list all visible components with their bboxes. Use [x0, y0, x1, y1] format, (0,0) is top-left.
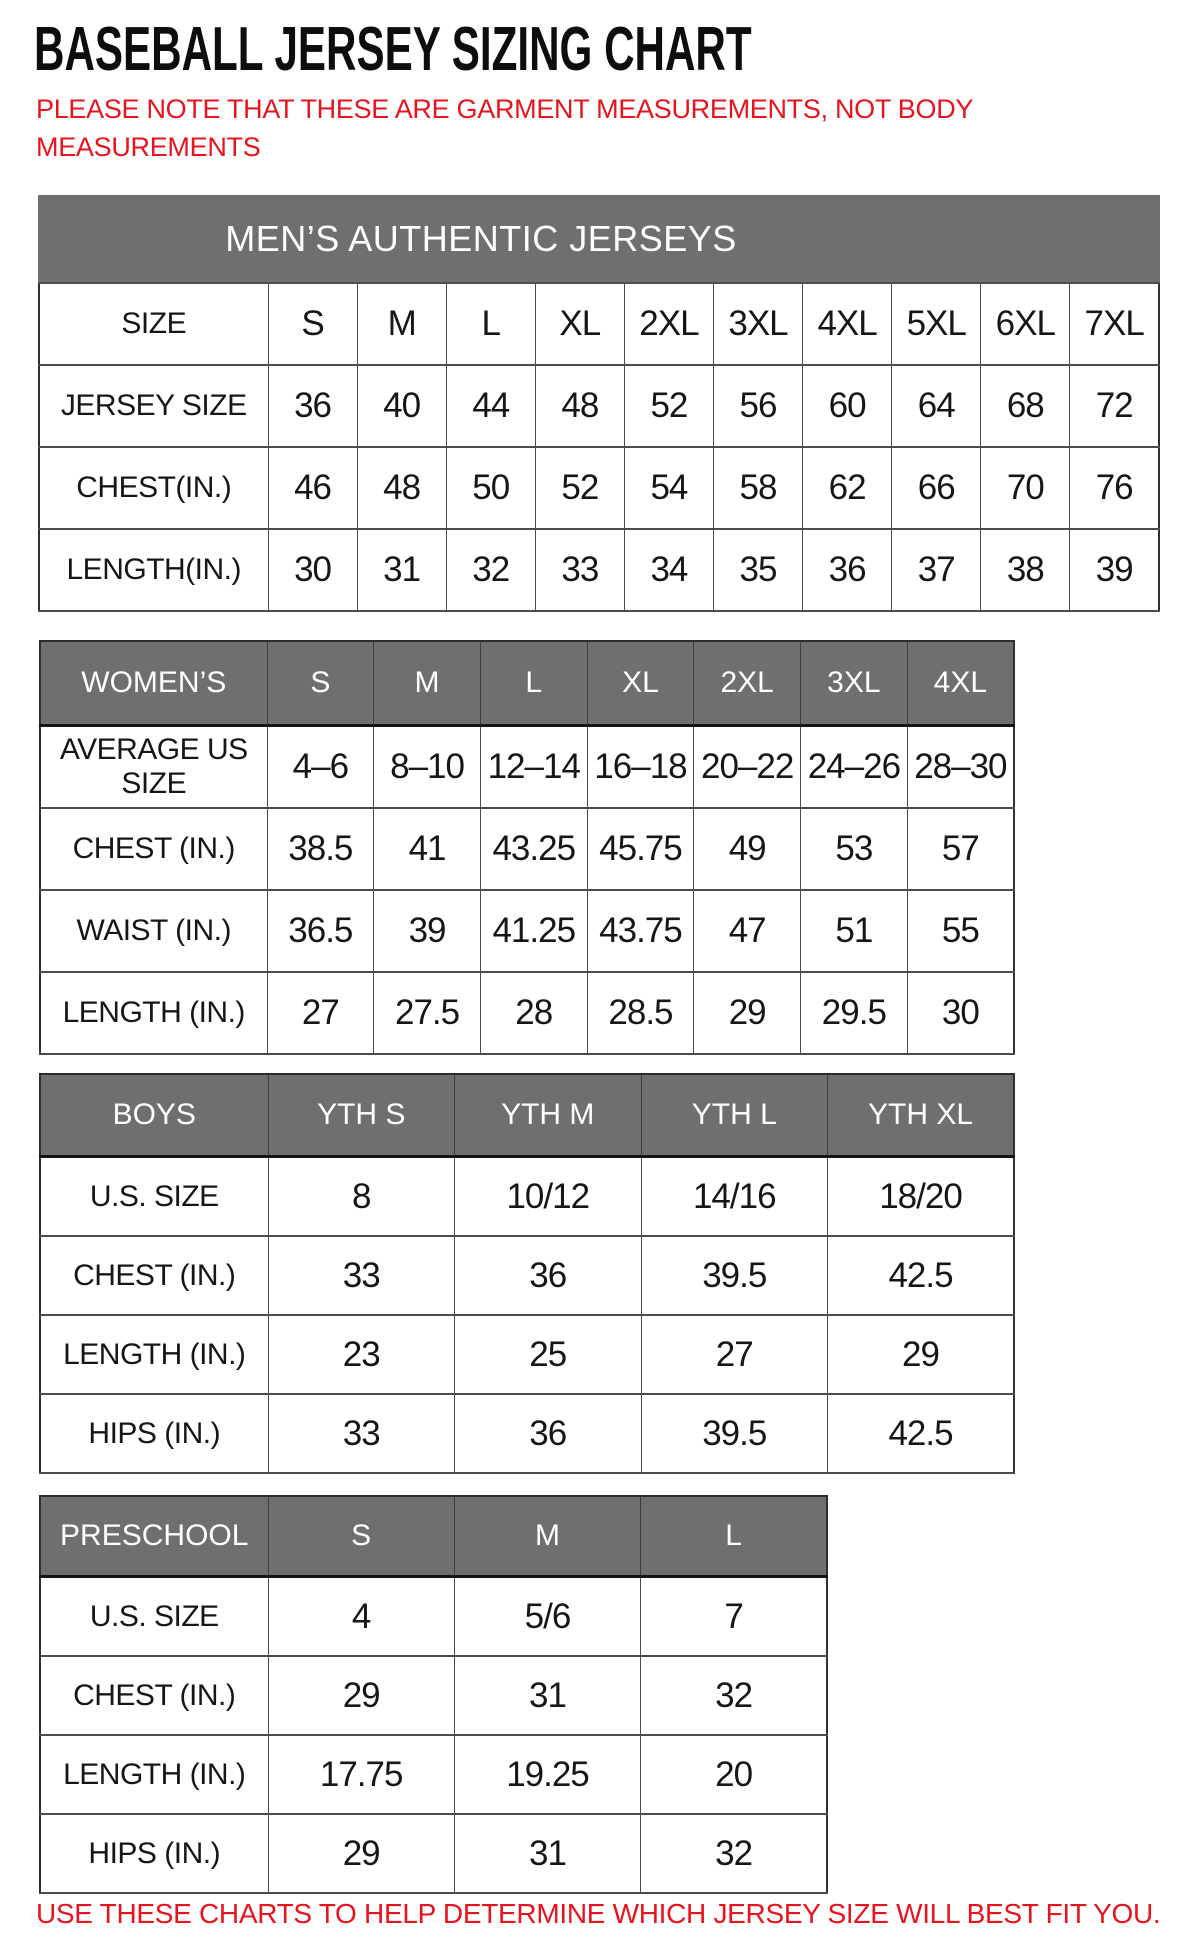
mens-table-banner: [38, 195, 1160, 282]
value-cell: 39: [1070, 529, 1159, 611]
column-header: M: [454, 1496, 640, 1577]
value-cell: 2XL: [624, 283, 713, 365]
row-label: CHEST (IN.): [40, 1656, 268, 1735]
value-cell: 48: [535, 365, 624, 447]
row-label: CHEST (IN.): [40, 808, 267, 890]
table-row: [40, 1315, 1014, 1394]
row-label: WAIST (IN.): [40, 890, 267, 972]
table-row: [40, 1735, 827, 1814]
table-row: [40, 1394, 1014, 1473]
value-cell: 28: [480, 972, 587, 1054]
value-cell: 27.5: [374, 972, 481, 1054]
value-cell: 38.5: [267, 808, 374, 890]
value-cell: 39.5: [641, 1236, 828, 1315]
value-cell: 35: [713, 529, 802, 611]
value-cell: 52: [535, 447, 624, 529]
row-label: AVERAGE US SIZE: [40, 726, 267, 809]
value-cell: 20–22: [694, 726, 801, 809]
value-cell: 32: [641, 1656, 827, 1735]
preschool-table-title: PRESCHOOL: [40, 1496, 268, 1577]
value-cell: 4: [268, 1577, 454, 1657]
boys-header-row: [40, 1074, 1014, 1157]
table-row: [39, 529, 1159, 611]
value-cell: 19.25: [454, 1735, 640, 1814]
column-header: YTH S: [268, 1074, 455, 1157]
value-cell: 33: [268, 1394, 455, 1473]
value-cell: 54: [624, 447, 713, 529]
value-cell: 30: [268, 529, 357, 611]
value-cell: 18/20: [828, 1157, 1015, 1237]
value-cell: 20: [641, 1735, 827, 1814]
value-cell: 32: [446, 529, 535, 611]
value-cell: 10/12: [455, 1157, 642, 1237]
boys-table-title: BOYS: [40, 1074, 268, 1157]
value-cell: 33: [535, 529, 624, 611]
table-row: [39, 365, 1159, 447]
value-cell: 57: [907, 808, 1014, 890]
column-header: YTH L: [641, 1074, 828, 1157]
value-cell: 36: [455, 1236, 642, 1315]
value-cell: 4XL: [803, 283, 892, 365]
table-row: [40, 1814, 827, 1893]
column-header: 4XL: [907, 641, 1014, 726]
womens-table-title: WOMEN’S: [40, 641, 267, 726]
value-cell: 47: [694, 890, 801, 972]
value-cell: 56: [713, 365, 802, 447]
value-cell: 62: [803, 447, 892, 529]
value-cell: 29: [268, 1656, 454, 1735]
value-cell: 28.5: [587, 972, 694, 1054]
value-cell: S: [268, 283, 357, 365]
value-cell: 24–26: [801, 726, 908, 809]
value-cell: 48: [357, 447, 446, 529]
table-row: [40, 1577, 827, 1657]
row-label: CHEST (IN.): [40, 1236, 268, 1315]
value-cell: 27: [267, 972, 374, 1054]
value-cell: 41.25: [480, 890, 587, 972]
value-cell: 29: [694, 972, 801, 1054]
column-header: YTH M: [455, 1074, 642, 1157]
footer-note: USE THESE CHARTS TO HELP DETERMINE WHICH JERSEY SIZE WILL BEST FIT YOU.: [36, 1898, 1161, 1929]
value-cell: 44: [446, 365, 535, 447]
value-cell: 27: [641, 1315, 828, 1394]
value-cell: 7: [641, 1577, 827, 1657]
value-cell: 34: [624, 529, 713, 611]
column-header: 2XL: [694, 641, 801, 726]
value-cell: 31: [357, 529, 446, 611]
value-cell: L: [446, 283, 535, 365]
page-title-text: BASEBALL JERSEY SIZING CHART: [34, 15, 752, 84]
value-cell: XL: [535, 283, 624, 365]
value-cell: 41: [374, 808, 481, 890]
value-cell: 7XL: [1070, 283, 1159, 365]
value-cell: 64: [892, 365, 981, 447]
column-header: XL: [587, 641, 694, 726]
value-cell: 3XL: [713, 283, 802, 365]
table-row: [39, 283, 1159, 365]
column-header: S: [267, 641, 374, 726]
value-cell: 55: [907, 890, 1014, 972]
value-cell: 39.5: [641, 1394, 828, 1473]
column-header: L: [641, 1496, 827, 1577]
value-cell: 42.5: [828, 1394, 1015, 1473]
value-cell: 53: [801, 808, 908, 890]
value-cell: 51: [801, 890, 908, 972]
row-label: LENGTH (IN.): [40, 1735, 268, 1814]
row-label: LENGTH(IN.): [39, 529, 268, 611]
value-cell: 32: [641, 1814, 827, 1893]
boys-sizing-table: [39, 1073, 1015, 1474]
table-row: [40, 726, 1014, 809]
value-cell: 60: [803, 365, 892, 447]
mens-sizing-table: [38, 282, 1160, 612]
value-cell: 49: [694, 808, 801, 890]
mens-banner-title: MEN’S AUTHENTIC JERSEYS: [225, 217, 737, 259]
value-cell: 31: [454, 1814, 640, 1893]
value-cell: 30: [907, 972, 1014, 1054]
value-cell: 37: [892, 529, 981, 611]
womens-sizing-table: [39, 640, 1015, 1055]
value-cell: 28–30: [907, 726, 1014, 809]
value-cell: 5/6: [454, 1577, 640, 1657]
value-cell: 68: [981, 365, 1070, 447]
table-row: [40, 1656, 827, 1735]
row-label: LENGTH (IN.): [40, 1315, 268, 1394]
value-cell: 25: [455, 1315, 642, 1394]
value-cell: 4–6: [267, 726, 374, 809]
column-header: 3XL: [801, 641, 908, 726]
column-header: S: [268, 1496, 454, 1577]
table-row: [40, 808, 1014, 890]
value-cell: 12–14: [480, 726, 587, 809]
value-cell: 45.75: [587, 808, 694, 890]
value-cell: 40: [357, 365, 446, 447]
note-line-2: MEASUREMENTS: [36, 132, 261, 162]
value-cell: 39: [374, 890, 481, 972]
table-row: [39, 447, 1159, 529]
value-cell: 66: [892, 447, 981, 529]
row-label: LENGTH (IN.): [40, 972, 267, 1054]
column-header: M: [374, 641, 481, 726]
value-cell: 42.5: [828, 1236, 1015, 1315]
value-cell: 14/16: [641, 1157, 828, 1237]
value-cell: 33: [268, 1236, 455, 1315]
note-line-1: PLEASE NOTE THAT THESE ARE GARMENT MEASUREMENTS, NOT BODY: [36, 94, 974, 124]
row-label: U.S. SIZE: [40, 1577, 268, 1657]
value-cell: 70: [981, 447, 1070, 529]
value-cell: 50: [446, 447, 535, 529]
page-title: [34, 14, 1089, 85]
value-cell: 76: [1070, 447, 1159, 529]
table-row: [40, 890, 1014, 972]
value-cell: 6XL: [981, 283, 1070, 365]
value-cell: 36: [803, 529, 892, 611]
preschool-header-row: [40, 1496, 827, 1577]
column-header: YTH XL: [828, 1074, 1015, 1157]
value-cell: 29: [828, 1315, 1015, 1394]
garment-measurement-note: [36, 90, 973, 166]
row-label: JERSEY SIZE: [39, 365, 268, 447]
value-cell: 29.5: [801, 972, 908, 1054]
row-label: SIZE: [39, 283, 268, 365]
value-cell: M: [357, 283, 446, 365]
value-cell: 36: [455, 1394, 642, 1473]
table-row: [40, 1157, 1014, 1237]
value-cell: 36.5: [267, 890, 374, 972]
value-cell: 43.75: [587, 890, 694, 972]
value-cell: 36: [268, 365, 357, 447]
value-cell: 72: [1070, 365, 1159, 447]
value-cell: 46: [268, 447, 357, 529]
value-cell: 8–10: [374, 726, 481, 809]
value-cell: 38: [981, 529, 1070, 611]
womens-header-row: [40, 641, 1014, 726]
preschool-sizing-table: [39, 1495, 828, 1894]
value-cell: 5XL: [892, 283, 981, 365]
row-label: U.S. SIZE: [40, 1157, 268, 1237]
value-cell: 16–18: [587, 726, 694, 809]
value-cell: 58: [713, 447, 802, 529]
value-cell: 8: [268, 1157, 455, 1237]
value-cell: 52: [624, 365, 713, 447]
table-row: [40, 972, 1014, 1054]
table-row: [40, 1236, 1014, 1315]
row-label: HIPS (IN.): [40, 1394, 268, 1473]
value-cell: 31: [454, 1656, 640, 1735]
row-label: CHEST(IN.): [39, 447, 268, 529]
value-cell: 29: [268, 1814, 454, 1893]
row-label: HIPS (IN.): [40, 1814, 268, 1893]
value-cell: 23: [268, 1315, 455, 1394]
value-cell: 17.75: [268, 1735, 454, 1814]
value-cell: 43.25: [480, 808, 587, 890]
column-header: L: [480, 641, 587, 726]
